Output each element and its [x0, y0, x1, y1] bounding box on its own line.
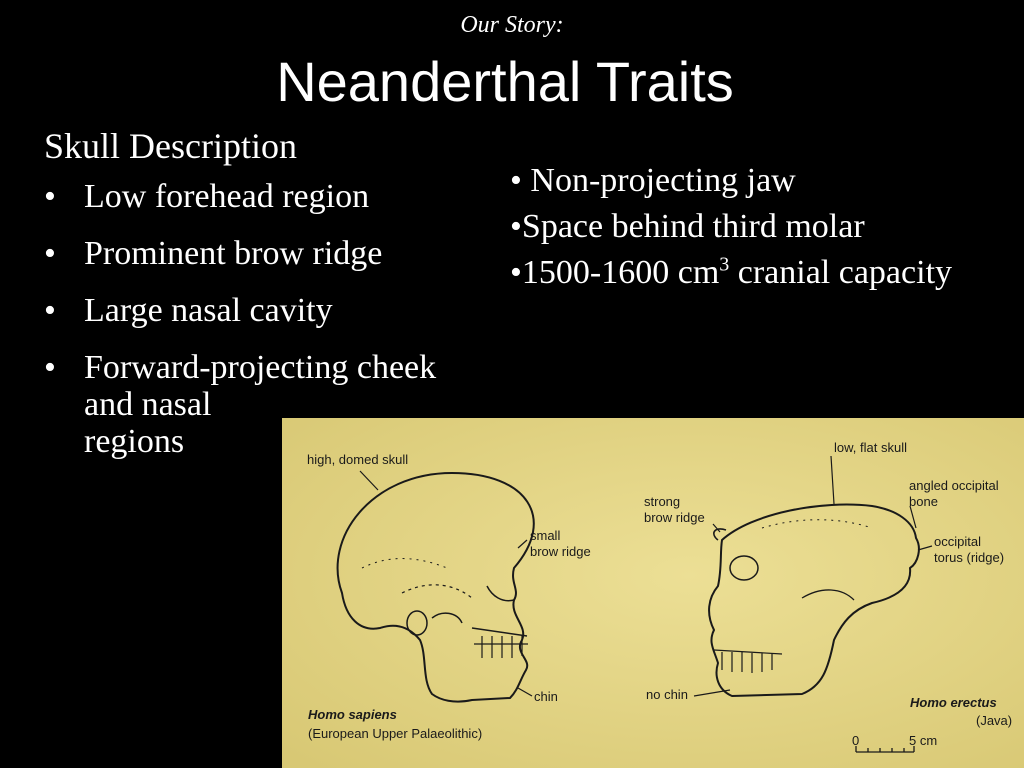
list-item: • Large nasal cavity: [44, 292, 333, 329]
label-torus-ridge: torus (ridge): [934, 550, 1005, 565]
skull-comparison-figure: [282, 418, 1024, 768]
label-homo-erectus: Homo erectus: [910, 695, 997, 710]
label-java: (Java): [976, 713, 1013, 728]
label-small: small: [530, 528, 561, 543]
scale-five-cm: 5 cm: [909, 733, 938, 748]
list-item: • Forward-projecting cheek and nasal regions: [44, 349, 437, 460]
label-chin: chin: [534, 689, 558, 704]
label-low-flat-skull: low, flat skull: [834, 440, 907, 455]
additional-traits-panel: [510, 158, 1024, 296]
trait-line: •Space behind third molar: [510, 208, 865, 245]
label-angled-occipital: angled occipital: [909, 478, 999, 493]
bullet-line: regions: [84, 423, 185, 460]
skull-description-heading: Skull Description: [44, 126, 297, 166]
scale-zero: 0: [852, 733, 860, 748]
label-sapiens-period: (European Upper Palaeolithic): [308, 726, 483, 741]
trait-line: • Non-projecting jaw: [510, 162, 796, 199]
label-high-domed-skull: high, domed skull: [307, 452, 409, 467]
list-item: • Prominent brow ridge: [44, 235, 383, 272]
label-strong-brow-ridge: brow ridge: [644, 510, 705, 525]
label-homo-sapiens: Homo sapiens: [308, 707, 397, 722]
label-bone: bone: [909, 494, 938, 509]
label-no-chin: no chin: [646, 687, 688, 702]
label-occipital: occipital: [934, 534, 981, 549]
bullet-line: Forward-projecting cheek: [84, 349, 437, 386]
label-brow-ridge: brow ridge: [530, 544, 591, 559]
trait-line: •1500-1600 $cm^3$ cranial capacity: [510, 253, 953, 291]
skull-comparison-drawing: [282, 418, 1024, 768]
label-strong: strong: [644, 494, 681, 509]
slide-title: Neanderthal Traits: [276, 50, 734, 113]
slide-subtitle: Our Story:: [460, 12, 564, 38]
bullet-line: and nasal: [84, 386, 212, 423]
list-item: • Low forehead region: [44, 178, 370, 215]
